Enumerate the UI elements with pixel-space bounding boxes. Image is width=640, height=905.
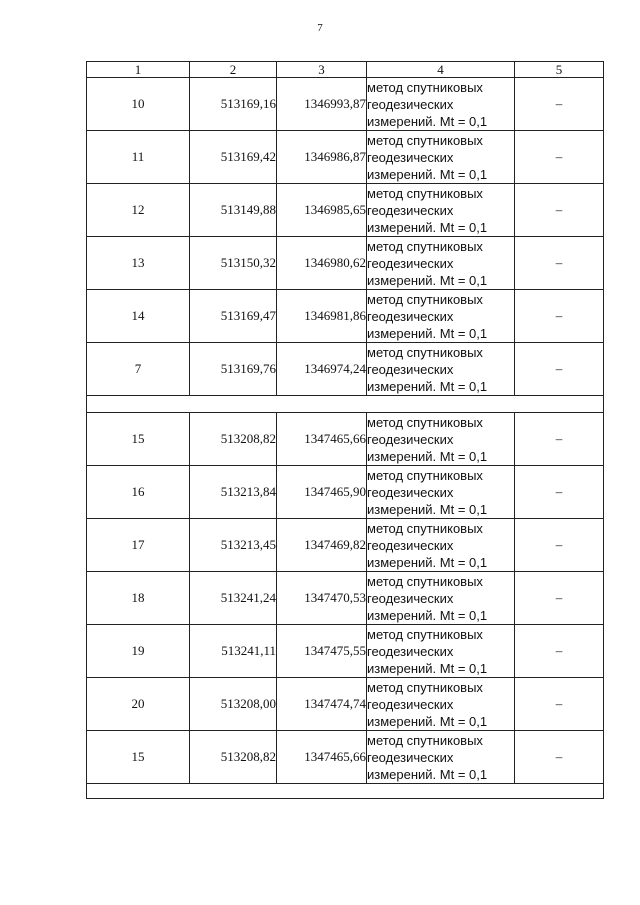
method-line: метод спутниковых xyxy=(367,238,483,254)
point-number-cell: 16 xyxy=(87,466,190,519)
method-line: измерений. Mt = 0,1 xyxy=(367,378,488,394)
x-coordinate-cell: 513241,11 xyxy=(190,625,277,678)
method-line: метод спутниковых xyxy=(367,573,483,589)
note-cell: – xyxy=(515,413,604,466)
table-body xyxy=(87,78,604,799)
separator-cell xyxy=(87,396,604,413)
y-coordinate-cell: 1346974,24 xyxy=(277,343,367,396)
table-row xyxy=(87,572,604,625)
y-coordinate-cell: 1346981,86 xyxy=(277,290,367,343)
table-row xyxy=(87,731,604,784)
method-line: метод спутниковых xyxy=(367,732,483,748)
method-line: геодезических xyxy=(367,590,454,606)
note-cell: – xyxy=(515,678,604,731)
x-coordinate-cell: 513149,88 xyxy=(190,184,277,237)
y-coordinate-cell: 1347465,66 xyxy=(277,731,367,784)
x-coordinate-cell: 513150,32 xyxy=(190,237,277,290)
point-number-cell: 18 xyxy=(87,572,190,625)
table-row xyxy=(87,519,604,572)
method-cell xyxy=(367,131,515,184)
table-row xyxy=(87,343,604,396)
x-coordinate-cell: 513169,76 xyxy=(190,343,277,396)
y-coordinate-cell: 1346993,87 xyxy=(277,78,367,131)
method-line: геодезических xyxy=(367,202,454,218)
point-number-cell: 17 xyxy=(87,519,190,572)
method-line: метод спутниковых xyxy=(367,520,483,536)
table-row xyxy=(87,625,604,678)
point-number-cell: 13 xyxy=(87,237,190,290)
table-row xyxy=(87,237,604,290)
table-row xyxy=(87,184,604,237)
method-line: геодезических xyxy=(367,149,454,165)
method-line: метод спутниковых xyxy=(367,626,483,642)
point-number-cell: 11 xyxy=(87,131,190,184)
header-col-5: 5 xyxy=(515,62,604,78)
y-coordinate-cell: 1346986,87 xyxy=(277,131,367,184)
header-col-1: 1 xyxy=(87,62,190,78)
method-line: метод спутниковых xyxy=(367,679,483,695)
separator-row xyxy=(87,784,604,799)
note-cell: – xyxy=(515,519,604,572)
separator-row xyxy=(87,396,604,413)
table-row xyxy=(87,678,604,731)
note-cell: – xyxy=(515,290,604,343)
x-coordinate-cell: 513208,00 xyxy=(190,678,277,731)
method-line: метод спутниковых xyxy=(367,414,483,430)
point-number-cell: 10 xyxy=(87,78,190,131)
method-line: геодезических xyxy=(367,431,454,447)
point-number-cell: 19 xyxy=(87,625,190,678)
method-cell xyxy=(367,731,515,784)
x-coordinate-cell: 513169,42 xyxy=(190,131,277,184)
method-line: измерений. Mt = 0,1 xyxy=(367,448,488,464)
point-number-cell: 15 xyxy=(87,731,190,784)
method-cell xyxy=(367,413,515,466)
header-col-4: 4 xyxy=(367,62,515,78)
method-line: геодезических xyxy=(367,361,454,377)
method-cell xyxy=(367,519,515,572)
method-line: геодезических xyxy=(367,537,454,553)
separator-cell xyxy=(87,784,604,799)
point-number-cell: 14 xyxy=(87,290,190,343)
y-coordinate-cell: 1346985,65 xyxy=(277,184,367,237)
table-header-row xyxy=(87,62,604,78)
method-cell xyxy=(367,78,515,131)
note-cell: – xyxy=(515,625,604,678)
y-coordinate-cell: 1347465,66 xyxy=(277,413,367,466)
method-cell xyxy=(367,343,515,396)
point-number-cell: 20 xyxy=(87,678,190,731)
y-coordinate-cell: 1347469,82 xyxy=(277,519,367,572)
note-cell: – xyxy=(515,184,604,237)
method-line: геодезических xyxy=(367,749,454,765)
method-line: измерений. Mt = 0,1 xyxy=(367,113,488,129)
y-coordinate-cell: 1347475,55 xyxy=(277,625,367,678)
point-number-cell: 7 xyxy=(87,343,190,396)
table-row xyxy=(87,78,604,131)
coordinates-table xyxy=(86,61,604,799)
header-col-3: 3 xyxy=(277,62,367,78)
note-cell: – xyxy=(515,343,604,396)
method-line: измерений. Mt = 0,1 xyxy=(367,272,488,288)
method-line: метод спутниковых xyxy=(367,291,483,307)
method-line: метод спутниковых xyxy=(367,185,483,201)
method-line: геодезических xyxy=(367,643,454,659)
y-coordinate-cell: 1347474,74 xyxy=(277,678,367,731)
method-line: метод спутниковых xyxy=(367,132,483,148)
method-line: измерений. Mt = 0,1 xyxy=(367,501,488,517)
method-line: измерений. Mt = 0,1 xyxy=(367,660,488,676)
method-cell xyxy=(367,678,515,731)
x-coordinate-cell: 513208,82 xyxy=(190,731,277,784)
table-row xyxy=(87,131,604,184)
method-line: геодезических xyxy=(367,96,454,112)
y-coordinate-cell: 1347465,90 xyxy=(277,466,367,519)
note-cell: – xyxy=(515,466,604,519)
method-line: измерений. Mt = 0,1 xyxy=(367,325,488,341)
method-line: геодезических xyxy=(367,696,454,712)
method-line: метод спутниковых xyxy=(367,344,483,360)
method-cell xyxy=(367,625,515,678)
x-coordinate-cell: 513208,82 xyxy=(190,413,277,466)
method-line: измерений. Mt = 0,1 xyxy=(367,219,488,235)
method-cell xyxy=(367,237,515,290)
page-number: 7 xyxy=(317,22,323,34)
point-number-cell: 15 xyxy=(87,413,190,466)
method-cell xyxy=(367,290,515,343)
method-line: геодезических xyxy=(367,484,454,500)
method-line: измерений. Mt = 0,1 xyxy=(367,713,488,729)
y-coordinate-cell: 1346980,62 xyxy=(277,237,367,290)
x-coordinate-cell: 513213,45 xyxy=(190,519,277,572)
method-line: метод спутниковых xyxy=(367,467,483,483)
table-row xyxy=(87,413,604,466)
table-row xyxy=(87,290,604,343)
table-row xyxy=(87,466,604,519)
note-cell: – xyxy=(515,131,604,184)
note-cell: – xyxy=(515,731,604,784)
method-cell xyxy=(367,184,515,237)
method-line: измерений. Mt = 0,1 xyxy=(367,607,488,623)
note-cell: – xyxy=(515,572,604,625)
x-coordinate-cell: 513241,24 xyxy=(190,572,277,625)
point-number-cell: 12 xyxy=(87,184,190,237)
method-line: измерений. Mt = 0,1 xyxy=(367,554,488,570)
y-coordinate-cell: 1347470,53 xyxy=(277,572,367,625)
method-cell xyxy=(367,466,515,519)
x-coordinate-cell: 513169,16 xyxy=(190,78,277,131)
method-line: измерений. Mt = 0,1 xyxy=(367,166,488,182)
method-line: геодезических xyxy=(367,308,454,324)
note-cell: – xyxy=(515,237,604,290)
x-coordinate-cell: 513169,47 xyxy=(190,290,277,343)
header-col-2: 2 xyxy=(190,62,277,78)
method-cell xyxy=(367,572,515,625)
x-coordinate-cell: 513213,84 xyxy=(190,466,277,519)
method-line: метод спутниковых xyxy=(367,79,483,95)
method-line: геодезических xyxy=(367,255,454,271)
note-cell: – xyxy=(515,78,604,131)
method-line: измерений. Mt = 0,1 xyxy=(367,766,488,782)
